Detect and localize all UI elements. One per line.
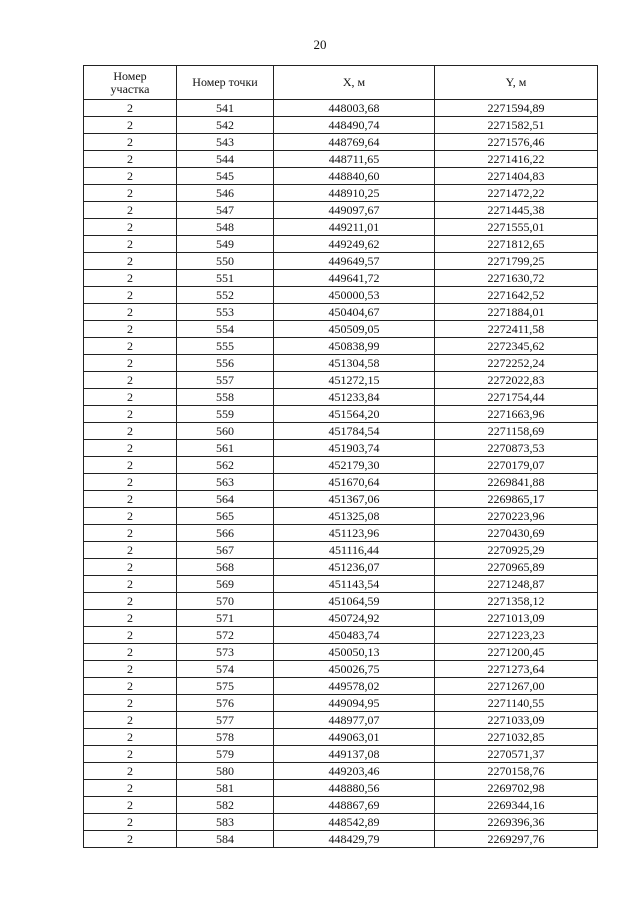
cell-plot-number: 2 <box>84 593 177 610</box>
cell-x: 449249,62 <box>274 236 435 253</box>
cell-point-number: 548 <box>177 219 274 236</box>
cell-point-number: 552 <box>177 287 274 304</box>
cell-x: 450404,67 <box>274 304 435 321</box>
cell-x: 451233,84 <box>274 389 435 406</box>
cell-x: 449641,72 <box>274 270 435 287</box>
cell-y: 2271445,38 <box>435 202 598 219</box>
cell-plot-number: 2 <box>84 712 177 729</box>
table-row <box>84 423 598 440</box>
cell-plot-number: 2 <box>84 100 177 117</box>
cell-x: 448769,64 <box>274 134 435 151</box>
cell-x: 448910,25 <box>274 185 435 202</box>
cell-plot-number: 2 <box>84 389 177 406</box>
cell-y: 2271472,22 <box>435 185 598 202</box>
cell-y: 2269702,98 <box>435 780 598 797</box>
cell-plot-number: 2 <box>84 287 177 304</box>
cell-point-number: 556 <box>177 355 274 372</box>
cell-plot-number: 2 <box>84 780 177 797</box>
table-row <box>84 712 598 729</box>
page-number: 20 <box>313 37 327 52</box>
cell-point-number: 553 <box>177 304 274 321</box>
cell-point-number: 551 <box>177 270 274 287</box>
cell-point-number: 574 <box>177 661 274 678</box>
table-row <box>84 406 598 423</box>
table-row <box>84 814 598 831</box>
cell-y: 2271582,51 <box>435 117 598 134</box>
table-body <box>84 100 598 848</box>
cell-point-number: 562 <box>177 457 274 474</box>
cell-plot-number: 2 <box>84 219 177 236</box>
cell-y: 2271663,96 <box>435 406 598 423</box>
cell-y: 2271884,01 <box>435 304 598 321</box>
table-row <box>84 321 598 338</box>
table-row <box>84 780 598 797</box>
cell-x: 451367,06 <box>274 491 435 508</box>
cell-point-number: 543 <box>177 134 274 151</box>
table-row <box>84 610 598 627</box>
cell-plot-number: 2 <box>84 338 177 355</box>
cell-y: 2271200,45 <box>435 644 598 661</box>
cell-y: 2270179,07 <box>435 457 598 474</box>
table-row <box>84 134 598 151</box>
cell-plot-number: 2 <box>84 406 177 423</box>
cell-y: 2270965,89 <box>435 559 598 576</box>
table-row <box>84 729 598 746</box>
cell-x: 448429,79 <box>274 831 435 848</box>
cell-plot-number: 2 <box>84 661 177 678</box>
cell-point-number: 575 <box>177 678 274 695</box>
cell-plot-number: 2 <box>84 236 177 253</box>
cell-plot-number: 2 <box>84 814 177 831</box>
cell-x: 449203,46 <box>274 763 435 780</box>
header-plot-number: Номер участка <box>84 66 177 100</box>
cell-x: 448490,74 <box>274 117 435 134</box>
cell-x: 451903,74 <box>274 440 435 457</box>
cell-y: 2272022,83 <box>435 372 598 389</box>
cell-point-number: 564 <box>177 491 274 508</box>
cell-x: 451784,54 <box>274 423 435 440</box>
cell-point-number: 572 <box>177 627 274 644</box>
cell-plot-number: 2 <box>84 627 177 644</box>
table-row <box>84 559 598 576</box>
table-row <box>84 287 598 304</box>
cell-point-number: 555 <box>177 338 274 355</box>
cell-x: 449137,08 <box>274 746 435 763</box>
table-row <box>84 236 598 253</box>
header-point-number: Номер точки <box>177 66 274 100</box>
cell-point-number: 577 <box>177 712 274 729</box>
cell-x: 449211,01 <box>274 219 435 236</box>
cell-y: 2271267,00 <box>435 678 598 695</box>
cell-point-number: 580 <box>177 763 274 780</box>
cell-plot-number: 2 <box>84 576 177 593</box>
cell-point-number: 560 <box>177 423 274 440</box>
cell-plot-number: 2 <box>84 423 177 440</box>
cell-y: 2271158,69 <box>435 423 598 440</box>
cell-point-number: 541 <box>177 100 274 117</box>
cell-x: 451304,58 <box>274 355 435 372</box>
cell-plot-number: 2 <box>84 644 177 661</box>
cell-x: 450026,75 <box>274 661 435 678</box>
cell-y: 2269297,76 <box>435 831 598 848</box>
cell-y: 2271799,25 <box>435 253 598 270</box>
cell-plot-number: 2 <box>84 695 177 712</box>
cell-y: 2271642,52 <box>435 287 598 304</box>
table-row <box>84 661 598 678</box>
table-row <box>84 338 598 355</box>
cell-y: 2271576,46 <box>435 134 598 151</box>
cell-plot-number: 2 <box>84 525 177 542</box>
cell-point-number: 549 <box>177 236 274 253</box>
cell-x: 448711,65 <box>274 151 435 168</box>
cell-plot-number: 2 <box>84 168 177 185</box>
cell-x: 450724,92 <box>274 610 435 627</box>
cell-plot-number: 2 <box>84 253 177 270</box>
table-row <box>84 151 598 168</box>
cell-x: 451123,96 <box>274 525 435 542</box>
cell-plot-number: 2 <box>84 117 177 134</box>
cell-x: 449578,02 <box>274 678 435 695</box>
table-row <box>84 593 598 610</box>
table-row <box>84 219 598 236</box>
cell-point-number: 557 <box>177 372 274 389</box>
table-row <box>84 168 598 185</box>
cell-plot-number: 2 <box>84 355 177 372</box>
cell-point-number: 545 <box>177 168 274 185</box>
cell-x: 448840,60 <box>274 168 435 185</box>
table-row <box>84 202 598 219</box>
cell-y: 2272345,62 <box>435 338 598 355</box>
cell-x: 448003,68 <box>274 100 435 117</box>
cell-x: 449097,67 <box>274 202 435 219</box>
cell-point-number: 571 <box>177 610 274 627</box>
table-row <box>84 389 598 406</box>
cell-x: 450000,53 <box>274 287 435 304</box>
cell-point-number: 568 <box>177 559 274 576</box>
cell-y: 2271416,22 <box>435 151 598 168</box>
cell-x: 451670,64 <box>274 474 435 491</box>
cell-plot-number: 2 <box>84 457 177 474</box>
cell-point-number: 582 <box>177 797 274 814</box>
table-row <box>84 253 598 270</box>
table-row <box>84 831 598 848</box>
cell-point-number: 547 <box>177 202 274 219</box>
table-row <box>84 304 598 321</box>
table-row <box>84 797 598 814</box>
cell-x: 449094,95 <box>274 695 435 712</box>
cell-x: 448542,89 <box>274 814 435 831</box>
cell-plot-number: 2 <box>84 559 177 576</box>
cell-y: 2271140,55 <box>435 695 598 712</box>
cell-x: 448867,69 <box>274 797 435 814</box>
cell-plot-number: 2 <box>84 797 177 814</box>
cell-point-number: 584 <box>177 831 274 848</box>
table-row <box>84 695 598 712</box>
cell-plot-number: 2 <box>84 202 177 219</box>
cell-y: 2270571,37 <box>435 746 598 763</box>
cell-y: 2271223,23 <box>435 627 598 644</box>
cell-point-number: 581 <box>177 780 274 797</box>
cell-plot-number: 2 <box>84 321 177 338</box>
cell-plot-number: 2 <box>84 610 177 627</box>
coordinates-table <box>83 65 598 848</box>
cell-y: 2272252,24 <box>435 355 598 372</box>
cell-point-number: 546 <box>177 185 274 202</box>
cell-x: 450838,99 <box>274 338 435 355</box>
cell-plot-number: 2 <box>84 474 177 491</box>
header-y: Y, м <box>435 66 598 100</box>
cell-plot-number: 2 <box>84 763 177 780</box>
cell-plot-number: 2 <box>84 831 177 848</box>
cell-y: 2271273,64 <box>435 661 598 678</box>
cell-point-number: 570 <box>177 593 274 610</box>
cell-x: 451325,08 <box>274 508 435 525</box>
cell-plot-number: 2 <box>84 134 177 151</box>
cell-plot-number: 2 <box>84 185 177 202</box>
cell-point-number: 569 <box>177 576 274 593</box>
cell-plot-number: 2 <box>84 270 177 287</box>
cell-plot-number: 2 <box>84 678 177 695</box>
table-row <box>84 491 598 508</box>
cell-x: 451564,20 <box>274 406 435 423</box>
cell-y: 2272411,58 <box>435 321 598 338</box>
cell-y: 2271630,72 <box>435 270 598 287</box>
cell-plot-number: 2 <box>84 542 177 559</box>
cell-y: 2271358,12 <box>435 593 598 610</box>
cell-x: 451236,07 <box>274 559 435 576</box>
table-row <box>84 763 598 780</box>
cell-y: 2269841,88 <box>435 474 598 491</box>
table-row <box>84 627 598 644</box>
cell-y: 2271555,01 <box>435 219 598 236</box>
cell-y: 2270925,29 <box>435 542 598 559</box>
table-row <box>84 440 598 457</box>
cell-y: 2269865,17 <box>435 491 598 508</box>
cell-y: 2271754,44 <box>435 389 598 406</box>
cell-x: 450509,05 <box>274 321 435 338</box>
cell-y: 2271594,89 <box>435 100 598 117</box>
cell-point-number: 561 <box>177 440 274 457</box>
table-row <box>84 457 598 474</box>
cell-x: 449649,57 <box>274 253 435 270</box>
cell-y: 2271812,65 <box>435 236 598 253</box>
table-row <box>84 100 598 117</box>
cell-x: 450050,13 <box>274 644 435 661</box>
cell-y: 2270873,53 <box>435 440 598 457</box>
cell-x: 451272,15 <box>274 372 435 389</box>
table-row <box>84 746 598 763</box>
cell-x: 451143,54 <box>274 576 435 593</box>
cell-point-number: 544 <box>177 151 274 168</box>
cell-plot-number: 2 <box>84 372 177 389</box>
cell-y: 2271248,87 <box>435 576 598 593</box>
table-row <box>84 117 598 134</box>
cell-point-number: 565 <box>177 508 274 525</box>
cell-y: 2271033,09 <box>435 712 598 729</box>
cell-x: 451064,59 <box>274 593 435 610</box>
cell-point-number: 566 <box>177 525 274 542</box>
cell-point-number: 550 <box>177 253 274 270</box>
header-x: X, м <box>274 66 435 100</box>
table-row <box>84 355 598 372</box>
cell-y: 2270223,96 <box>435 508 598 525</box>
cell-plot-number: 2 <box>84 729 177 746</box>
cell-y: 2271032,85 <box>435 729 598 746</box>
cell-point-number: 542 <box>177 117 274 134</box>
table-row <box>84 644 598 661</box>
table-row <box>84 474 598 491</box>
table-row <box>84 185 598 202</box>
cell-x: 448977,07 <box>274 712 435 729</box>
cell-y: 2271013,09 <box>435 610 598 627</box>
table-row <box>84 270 598 287</box>
cell-plot-number: 2 <box>84 304 177 321</box>
cell-x: 450483,74 <box>274 627 435 644</box>
cell-plot-number: 2 <box>84 440 177 457</box>
cell-point-number: 573 <box>177 644 274 661</box>
cell-x: 452179,30 <box>274 457 435 474</box>
cell-point-number: 563 <box>177 474 274 491</box>
cell-point-number: 567 <box>177 542 274 559</box>
cell-point-number: 558 <box>177 389 274 406</box>
cell-x: 451116,44 <box>274 542 435 559</box>
cell-point-number: 554 <box>177 321 274 338</box>
table-row <box>84 678 598 695</box>
cell-y: 2271404,83 <box>435 168 598 185</box>
table-row <box>84 525 598 542</box>
cell-plot-number: 2 <box>84 746 177 763</box>
cell-point-number: 559 <box>177 406 274 423</box>
cell-plot-number: 2 <box>84 508 177 525</box>
cell-plot-number: 2 <box>84 491 177 508</box>
table-header-row <box>84 66 598 100</box>
cell-point-number: 583 <box>177 814 274 831</box>
table-row <box>84 508 598 525</box>
cell-y: 2269396,36 <box>435 814 598 831</box>
table-row <box>84 372 598 389</box>
cell-point-number: 576 <box>177 695 274 712</box>
cell-y: 2269344,16 <box>435 797 598 814</box>
table-row <box>84 542 598 559</box>
cell-x: 448880,56 <box>274 780 435 797</box>
cell-y: 2270158,76 <box>435 763 598 780</box>
table-row <box>84 576 598 593</box>
cell-point-number: 579 <box>177 746 274 763</box>
cell-point-number: 578 <box>177 729 274 746</box>
cell-y: 2270430,69 <box>435 525 598 542</box>
cell-x: 449063,01 <box>274 729 435 746</box>
cell-plot-number: 2 <box>84 151 177 168</box>
